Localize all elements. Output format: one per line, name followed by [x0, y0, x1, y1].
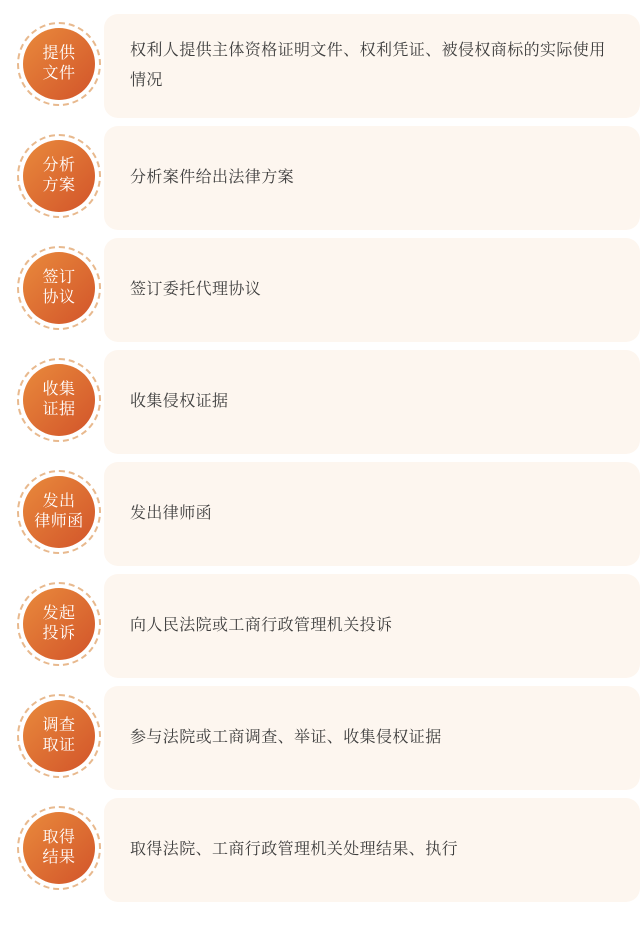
step-description-panel: [104, 238, 640, 342]
badge-line-2: 协议: [42, 289, 76, 306]
step-badge: [23, 364, 95, 436]
badge-line-2: 方案: [42, 177, 76, 194]
step-description-text: 取得法院、工商行政管理机关处理结果、执行: [130, 841, 459, 858]
step-badge-wrapper: [0, 798, 104, 902]
badge-line-2: 文件: [42, 65, 76, 82]
step-description-panel: [104, 686, 640, 790]
step-badge-wrapper: [0, 14, 104, 118]
flow-step-8: [0, 798, 640, 902]
step-badge: [23, 812, 95, 884]
step-badge-wrapper: [0, 126, 104, 230]
badge-line-1: 调查: [42, 717, 76, 734]
flow-step-3: [0, 238, 640, 342]
step-description-panel: [104, 126, 640, 230]
badge-line-1: 取得: [42, 829, 76, 846]
badge-line-2: 证据: [42, 401, 76, 418]
badge-line-1: 签订: [42, 269, 76, 286]
step-description-text: 参与法院或工商调查、举证、收集侵权证据: [130, 729, 442, 746]
step-badge: [23, 476, 95, 548]
step-description-text: 向人民法院或工商行政管理机关投诉: [130, 617, 393, 634]
step-description-panel: [104, 462, 640, 566]
flow-step-1: [0, 14, 640, 118]
step-badge-wrapper: [0, 350, 104, 454]
step-description-text: 签订委托代理协议: [130, 281, 262, 298]
flow-step-7: [0, 686, 640, 790]
flow-step-2: [0, 126, 640, 230]
step-badge: [23, 28, 95, 100]
step-badge-wrapper: [0, 574, 104, 678]
badge-line-2: 律师函: [34, 513, 84, 530]
badge-line-2: 结果: [42, 849, 76, 866]
badge-line-1: 发起: [42, 605, 76, 622]
flow-step-6: [0, 574, 640, 678]
step-description-text: 收集侵权证据: [130, 393, 229, 410]
step-description-text: 发出律师函: [130, 505, 213, 522]
badge-line-2: 投诉: [42, 625, 76, 642]
step-badge: [23, 588, 95, 660]
step-description-panel: [104, 798, 640, 902]
step-description-panel: [104, 14, 640, 118]
badge-line-1: 收集: [42, 381, 76, 398]
flow-step-4: [0, 350, 640, 454]
step-badge-wrapper: [0, 462, 104, 566]
step-badge-wrapper: [0, 686, 104, 790]
step-description-panel: [104, 574, 640, 678]
step-description-panel: [104, 350, 640, 454]
step-description-text: 权利人提供主体资格证明文件、权利凭证、被侵权商标的实际使用情况: [130, 42, 606, 89]
badge-line-1: 提供: [42, 45, 76, 62]
step-badge-wrapper: [0, 238, 104, 342]
step-badge: [23, 700, 95, 772]
step-badge: [23, 252, 95, 324]
badge-line-1: 分析: [42, 157, 76, 174]
badge-line-1: 发出: [42, 493, 76, 510]
step-description-text: 分析案件给出法律方案: [130, 169, 295, 186]
flow-step-5: [0, 462, 640, 566]
step-badge: [23, 140, 95, 212]
badge-line-2: 取证: [42, 737, 76, 754]
